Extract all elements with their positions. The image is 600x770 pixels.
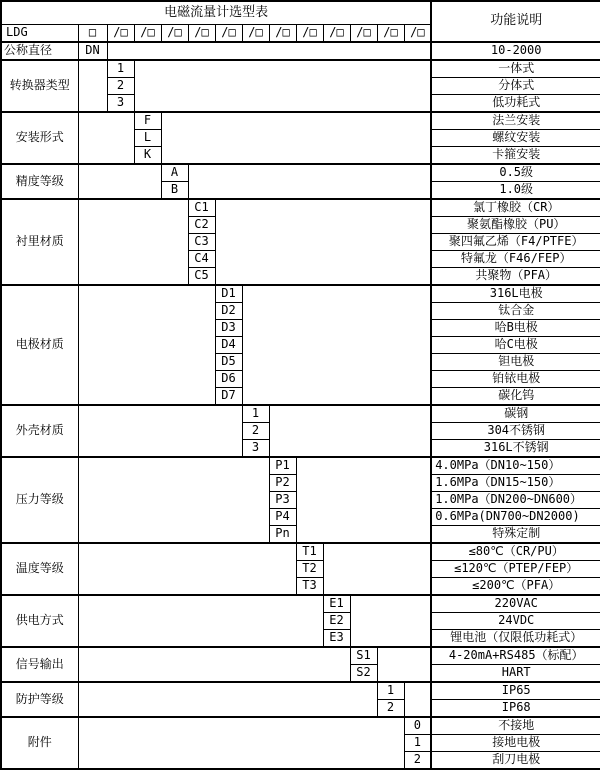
code-cell: 0 bbox=[404, 717, 431, 735]
code-cell: C4 bbox=[188, 251, 215, 268]
function-cell: 聚四氟乙烯（F4/PTFE） bbox=[431, 234, 600, 251]
filler-cell bbox=[323, 543, 431, 595]
code-cell: T3 bbox=[296, 578, 323, 596]
function-cell: 24VDC bbox=[431, 613, 600, 630]
code-cell: D2 bbox=[215, 303, 242, 320]
code-cell: 2 bbox=[377, 700, 404, 718]
function-cell: 低功耗式 bbox=[431, 95, 600, 113]
function-cell: 304不锈钢 bbox=[431, 423, 600, 440]
function-cell: ≤80℃（CR/PU） bbox=[431, 543, 600, 561]
function-cell: 哈B电极 bbox=[431, 320, 600, 337]
category-row bbox=[1, 647, 600, 665]
category-label: 安装形式 bbox=[1, 112, 78, 164]
code-cell: D6 bbox=[215, 371, 242, 388]
function-cell: IP65 bbox=[431, 682, 600, 700]
category-label: 防护等级 bbox=[1, 682, 78, 717]
header-row bbox=[1, 1, 600, 25]
function-cell: 一体式 bbox=[431, 60, 600, 78]
filler-cell bbox=[78, 682, 377, 717]
category-label: 供电方式 bbox=[1, 595, 78, 647]
code-cell: E1 bbox=[323, 595, 350, 613]
code-cell: S2 bbox=[350, 665, 377, 683]
filler-cell bbox=[78, 112, 134, 164]
category-label: 信号输出 bbox=[1, 647, 78, 682]
function-cell: 碳钢 bbox=[431, 405, 600, 423]
category-label: 公称直径 bbox=[1, 42, 78, 60]
filler-cell bbox=[269, 405, 431, 457]
category-label: 精度等级 bbox=[1, 164, 78, 199]
filler-cell bbox=[78, 285, 215, 405]
filler-cell bbox=[78, 457, 269, 543]
category-row bbox=[1, 285, 600, 303]
code-cell: 3 bbox=[242, 440, 269, 458]
category-row bbox=[1, 457, 600, 475]
function-cell: 刮刀电极 bbox=[431, 752, 600, 770]
model-slot-cell: /□ bbox=[215, 25, 242, 43]
model-slot-cell: /□ bbox=[377, 25, 404, 43]
code-cell: P4 bbox=[269, 509, 296, 526]
diameter-row bbox=[1, 42, 600, 60]
category-label: 温度等级 bbox=[1, 543, 78, 595]
code-cell: C3 bbox=[188, 234, 215, 251]
code-cell: C5 bbox=[188, 268, 215, 286]
function-cell: 聚氨酯橡胶（PU） bbox=[431, 217, 600, 234]
function-cell: 氯丁橡胶（CR） bbox=[431, 199, 600, 217]
category-row bbox=[1, 112, 600, 130]
function-cell: 0.6MPa(DN700~DN2000) bbox=[431, 509, 600, 526]
function-cell: 接地电极 bbox=[431, 735, 600, 752]
code-cell: 2 bbox=[107, 78, 134, 95]
filler-cell bbox=[107, 42, 431, 60]
function-cell: 钛合金 bbox=[431, 303, 600, 320]
function-cell: 哈C电极 bbox=[431, 337, 600, 354]
model-slot-cell: /□ bbox=[404, 25, 431, 43]
model-slot-cell: /□ bbox=[350, 25, 377, 43]
code-cell: E2 bbox=[323, 613, 350, 630]
function-cell: IP68 bbox=[431, 700, 600, 718]
function-cell: 特殊定制 bbox=[431, 526, 600, 544]
filler-cell bbox=[78, 60, 107, 112]
function-column-header: 功能说明 bbox=[431, 1, 600, 42]
function-cell: 卡箍安装 bbox=[431, 147, 600, 165]
category-row bbox=[1, 405, 600, 423]
function-cell: 1.0MPa（DN200~DN600） bbox=[431, 492, 600, 509]
code-cell: D4 bbox=[215, 337, 242, 354]
category-row bbox=[1, 717, 600, 735]
function-cell: 螺纹安装 bbox=[431, 130, 600, 147]
code-cell: A bbox=[161, 164, 188, 182]
model-prefix: LDG bbox=[1, 25, 78, 43]
model-slot-cell: /□ bbox=[188, 25, 215, 43]
code-cell: 1 bbox=[107, 60, 134, 78]
filler-cell bbox=[350, 595, 431, 647]
filler-cell bbox=[215, 199, 431, 285]
filler-cell bbox=[78, 595, 323, 647]
filler-cell bbox=[242, 285, 431, 405]
model-slot-cell: /□ bbox=[296, 25, 323, 43]
code-cell: E3 bbox=[323, 630, 350, 648]
code-cell: K bbox=[134, 147, 161, 165]
code-cell: B bbox=[161, 182, 188, 200]
model-slot-cell: /□ bbox=[269, 25, 296, 43]
model-slot-cell: /□ bbox=[134, 25, 161, 43]
function-cell: 0.5级 bbox=[431, 164, 600, 182]
model-slot-cell: /□ bbox=[242, 25, 269, 43]
filler-cell bbox=[404, 682, 431, 717]
category-label: 压力等级 bbox=[1, 457, 78, 543]
category-row bbox=[1, 164, 600, 182]
function-cell: 4.0MPa（DN10~150） bbox=[431, 457, 600, 475]
function-cell: 分体式 bbox=[431, 78, 600, 95]
function-cell: 1.0级 bbox=[431, 182, 600, 200]
code-cell: D5 bbox=[215, 354, 242, 371]
category-label: 电极材质 bbox=[1, 285, 78, 405]
code-cell: L bbox=[134, 130, 161, 147]
function-cell: 316L电极 bbox=[431, 285, 600, 303]
category-label: 衬里材质 bbox=[1, 199, 78, 285]
model-box-cell: □ bbox=[78, 25, 107, 43]
function-cell: 铂铱电极 bbox=[431, 371, 600, 388]
filler-cell bbox=[134, 60, 431, 112]
code-cell: F bbox=[134, 112, 161, 130]
function-cell: 316L不锈钢 bbox=[431, 440, 600, 458]
filler-cell bbox=[161, 112, 431, 164]
model-slot-cell: /□ bbox=[323, 25, 350, 43]
model-slot-cell: /□ bbox=[107, 25, 134, 43]
function-cell: 10-2000 bbox=[431, 42, 600, 60]
filler-cell bbox=[377, 647, 431, 682]
function-cell: 4-20mA+RS485（标配） bbox=[431, 647, 600, 665]
function-cell: ≤120℃（PTEP/FEP） bbox=[431, 561, 600, 578]
function-cell: 1.6MPa（DN15~150） bbox=[431, 475, 600, 492]
function-cell: 钽电极 bbox=[431, 354, 600, 371]
filler-cell bbox=[78, 405, 242, 457]
function-cell: 法兰安装 bbox=[431, 112, 600, 130]
code-cell: D1 bbox=[215, 285, 242, 303]
code-cell: S1 bbox=[350, 647, 377, 665]
code-cell: DN bbox=[78, 42, 107, 60]
code-cell: 2 bbox=[242, 423, 269, 440]
category-row bbox=[1, 199, 600, 217]
code-cell: C2 bbox=[188, 217, 215, 234]
filler-cell bbox=[78, 199, 188, 285]
function-cell: 碳化钨 bbox=[431, 388, 600, 406]
model-slot-cell: /□ bbox=[161, 25, 188, 43]
code-cell: P3 bbox=[269, 492, 296, 509]
code-cell: P2 bbox=[269, 475, 296, 492]
function-cell: ≤200℃（PFA） bbox=[431, 578, 600, 596]
code-cell: 2 bbox=[404, 752, 431, 770]
filler-cell bbox=[78, 717, 404, 769]
code-cell: T1 bbox=[296, 543, 323, 561]
code-cell: P1 bbox=[269, 457, 296, 475]
function-cell: 共聚物（PFA） bbox=[431, 268, 600, 286]
code-cell: 1 bbox=[404, 735, 431, 752]
table-title: 电磁流量计选型表 bbox=[1, 1, 431, 25]
category-label: 外壳材质 bbox=[1, 405, 78, 457]
function-cell: HART bbox=[431, 665, 600, 683]
code-cell: 1 bbox=[377, 682, 404, 700]
category-label: 附件 bbox=[1, 717, 78, 769]
filler-cell bbox=[78, 164, 161, 199]
category-row bbox=[1, 682, 600, 700]
code-cell: Pn bbox=[269, 526, 296, 544]
code-cell: 3 bbox=[107, 95, 134, 113]
function-cell: 锂电池（仅限低功耗式） bbox=[431, 630, 600, 648]
category-row bbox=[1, 543, 600, 561]
category-row bbox=[1, 595, 600, 613]
code-cell: C1 bbox=[188, 199, 215, 217]
code-cell: D3 bbox=[215, 320, 242, 337]
category-row bbox=[1, 60, 600, 78]
filler-cell bbox=[188, 164, 431, 199]
function-cell: 220VAC bbox=[431, 595, 600, 613]
filler-cell bbox=[78, 543, 296, 595]
code-cell: T2 bbox=[296, 561, 323, 578]
code-cell: D7 bbox=[215, 388, 242, 406]
filler-cell bbox=[78, 647, 350, 682]
filler-cell bbox=[296, 457, 431, 543]
category-label: 转换器类型 bbox=[1, 60, 78, 112]
code-cell: 1 bbox=[242, 405, 269, 423]
function-cell: 特氟龙（F46/FEP） bbox=[431, 251, 600, 268]
function-cell: 不接地 bbox=[431, 717, 600, 735]
